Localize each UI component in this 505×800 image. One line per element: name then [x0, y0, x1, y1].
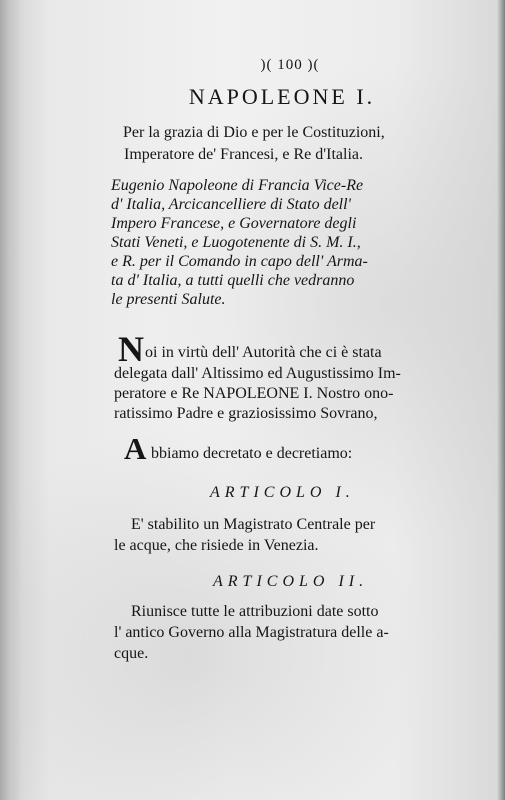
subtitle-line-1: Eugenio Napoleone di Francia Vice-Re — [111, 177, 364, 194]
subtitle-line-4: Stati Veneti, e Luogotenente di S. M. I., — [111, 234, 361, 251]
intro-line-1: Per la grazia di Dio e per le Costituzioni, — [123, 124, 385, 141]
article-1-heading: ARTICOLO I. — [210, 484, 355, 501]
article-1-line-1: E' stabilito un Magistrato Centrale per — [131, 516, 376, 533]
subtitle-line-3: Impero Francese, e Governatore degli — [111, 215, 357, 232]
subtitle-line-5: e R. per il Comando in capo dell' Arma- — [111, 253, 368, 270]
body-line-4: ratissimo Padre e graziosissimo Sovrano, — [114, 405, 378, 422]
article-2-line-3: cque. — [114, 645, 149, 662]
subtitle-line-7: le presenti Salute. — [111, 291, 226, 308]
article-2-line-2: l' antico Governo alla Magistratura delle a- — [114, 624, 389, 641]
body-line-2: delegata dall' Altissimo ed Augustissimo Im- — [114, 365, 401, 382]
subtitle-line-2: d' Italia, Arcicancelliere di Stato dell' — [111, 196, 351, 213]
initial-a: A — [124, 431, 147, 466]
initial-n: N — [118, 329, 144, 369]
article-2-heading: ARTICOLO II. — [213, 573, 369, 590]
subtitle-line-6: ta d' Italia, a tutti quelli che vedranno — [111, 272, 355, 289]
article-1-line-2: le acque, che risiede in Venezia. — [114, 537, 319, 554]
page-number: )( 100 )( — [260, 57, 320, 73]
decree-line: bbiamo decretato e decretiamo: — [151, 445, 353, 462]
intro-line-2: Imperatore de' Francesi, e Re d'Italia. — [124, 146, 363, 163]
body-line-1: oi in virtù dell' Autorità che ci è stata — [145, 344, 382, 361]
body-line-3: peratore e Re NAPOLEONE I. Nostro ono- — [114, 385, 394, 402]
page-title: NAPOLEONE I. — [188, 84, 376, 109]
article-2-line-1: Riunisce tutte le attribuzioni date sotto — [131, 603, 379, 620]
